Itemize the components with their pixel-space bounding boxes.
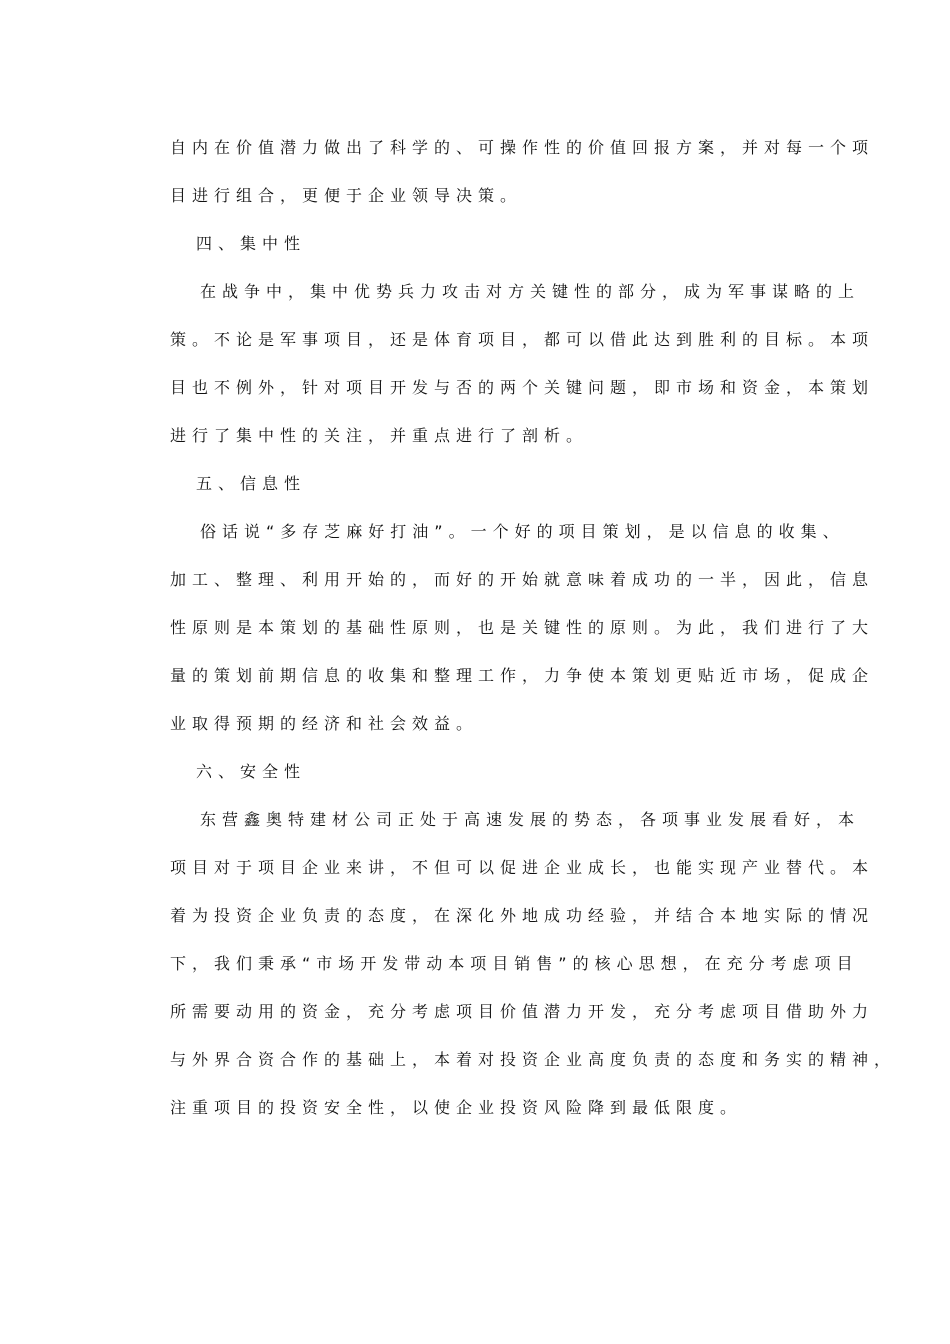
section-heading-safety: 六、安全性 [196,762,307,781]
paragraph-line: 项目对于项目企业来讲，不但可以促进企业成长，也能实现产业替代。本 [170,858,875,877]
paragraph-line: 策。不论是军事项目，还是体育项目，都可以借此达到胜利的目标。本项 [170,330,875,349]
paragraph-line: 所需要动用的资金，充分考虑项目价值潜力开发，充分考虑项目借助外力 [170,1002,875,1021]
document-body [170,124,897,1132]
paragraph-line: 东营鑫奥特建材公司正处于高速发展的势态，各项事业发展看好，本 [200,810,861,829]
paragraph-line: 目进行组合，更便于企业领导决策。 [170,186,523,205]
paragraph-line: 在战争中，集中优势兵力攻击对方关键性的部分，成为军事谋略的上 [200,282,861,301]
paragraph-line: 注重项目的投资安全性，以使企业投资风险降到最低限度。 [170,1098,743,1117]
paragraph-line: 业取得预期的经济和社会效益。 [170,714,479,733]
paragraph-line: 进行了集中性的关注，并重点进行了剖析。 [170,426,589,445]
paragraph-line: 性原则是本策划的基础性原则，也是关键性的原则。为此，我们进行了大 [170,618,875,637]
paragraph-line: 量的策划前期信息的收集和整理工作，力争使本策划更贴近市场，促成企 [170,666,875,685]
paragraph-line: 下，我们秉承“市场开发带动本项目销售”的核心思想，在充分考虑项目 [170,954,859,973]
paragraph-line: 目也不例外，针对项目开发与否的两个关键问题，即市场和资金，本策划 [170,378,875,397]
paragraph-line: 俗话说“多存芝麻好打油”。一个好的项目策划，是以信息的收集、 [200,522,845,541]
paragraph-line: 着为投资企业负责的态度，在深化外地成功经验，并结合本地实际的情况 [170,906,875,925]
section-heading-concentration: 四、集中性 [196,234,307,253]
section-heading-information: 五、信息性 [196,474,307,493]
paragraph-line: 与外界合资合作的基础上，本着对投资企业高度负责的态度和务实的精神， [170,1050,897,1069]
paragraph-line: 加工、整理、利用开始的，而好的开始就意味着成功的一半，因此，信息 [170,570,875,589]
paragraph-line: 自内在价值潜力做出了科学的、可操作性的价值回报方案，并对每一个项 [170,138,875,157]
